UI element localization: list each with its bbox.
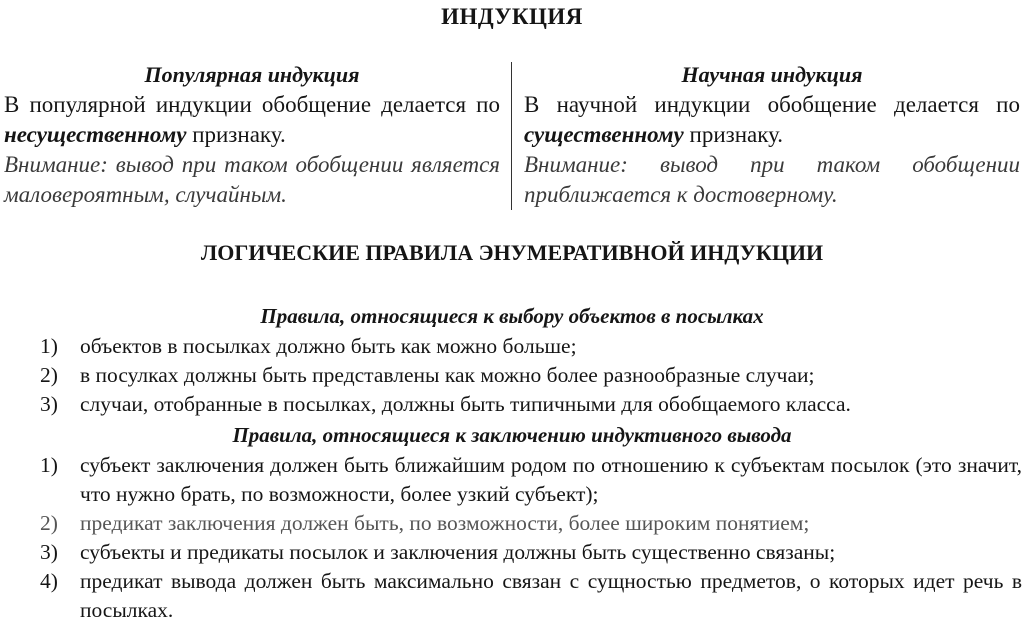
scientific-induction-text [524, 90, 1020, 150]
list-item [40, 390, 1022, 419]
scientific-induction-note: Внимание: вывод при таком обобщении приближается к достоверному. [524, 152, 1020, 207]
scientific-induction-heading: Научная индукция [681, 62, 863, 87]
list-item [40, 361, 1022, 390]
induction-comparison [0, 60, 1024, 212]
premises-rules-heading: Правила, относящиеся к выбору объектов в посылках [260, 304, 764, 328]
popular-induction-text [4, 90, 500, 150]
popular-text-emphasis: несущественному [4, 122, 187, 147]
list-item-text: предикат вывода должен быть максимально связан с сущностью предметов, о которых идет речь в посылках. [80, 569, 1022, 622]
list-item-number: 1) [40, 334, 58, 358]
list-item-text: субъекты и предикаты посылок и заключения должны быть существенно связаны; [80, 540, 836, 564]
list-item [40, 567, 1022, 625]
popular-text-start: В популярной индукции обобщение делается по [4, 92, 500, 117]
list-item-text: объектов в посылках должно быть как можно больше; [80, 334, 577, 358]
list-item-number: 2) [40, 363, 58, 387]
section-title: ЛОГИЧЕСКИЕ ПРАВИЛА ЭНУМЕРАТИВНОЙ ИНДУКЦИИ [200, 240, 824, 265]
list-item-number: 4) [40, 569, 58, 593]
list-item-number: 3) [40, 540, 58, 564]
list-item [40, 509, 1022, 538]
conclusion-rules-heading: Правила, относящиеся к заключению индуктивного вывода [232, 423, 792, 447]
scientific-induction-column [524, 60, 1020, 210]
list-item-text: субъект заключения должен быть ближайшим родом по отношению к субъектам посылок (это значит, что нужно брать, по возможности, более узкий субъект); [80, 453, 1022, 506]
popular-induction-heading: Популярная индукция [144, 62, 360, 87]
conclusion-rules-list [40, 451, 1022, 625]
list-item-text: случаи, отобранные в посылках, должны быть типичными для обобщаемого класса. [80, 392, 851, 416]
page-title: ИНДУКЦИЯ [441, 4, 583, 29]
scientific-text-start: В научной индукции обобщение делается по [524, 92, 1020, 117]
list-item [40, 332, 1022, 361]
list-item-number: 2) [40, 511, 58, 535]
list-item [40, 538, 1022, 567]
list-item-number: 1) [40, 453, 58, 477]
list-item-number: 3) [40, 392, 58, 416]
list-item-text: предикат заключения должен быть, по возможности, более широким понятием; [80, 511, 810, 535]
list-item [40, 451, 1022, 509]
scientific-text-emphasis: существенному [524, 122, 684, 147]
popular-text-end: признаку. [186, 122, 286, 147]
popular-induction-note: Внимание: вывод при таком обобщении является маловероятным, случайным. [4, 152, 500, 207]
scientific-text-end: признаку. [683, 122, 784, 147]
premises-rules-list [40, 332, 1022, 419]
column-divider [511, 62, 512, 210]
list-item-text: в посулках должны быть представлены как можно более разнообразные случаи; [80, 363, 815, 387]
popular-induction-column [4, 60, 500, 210]
